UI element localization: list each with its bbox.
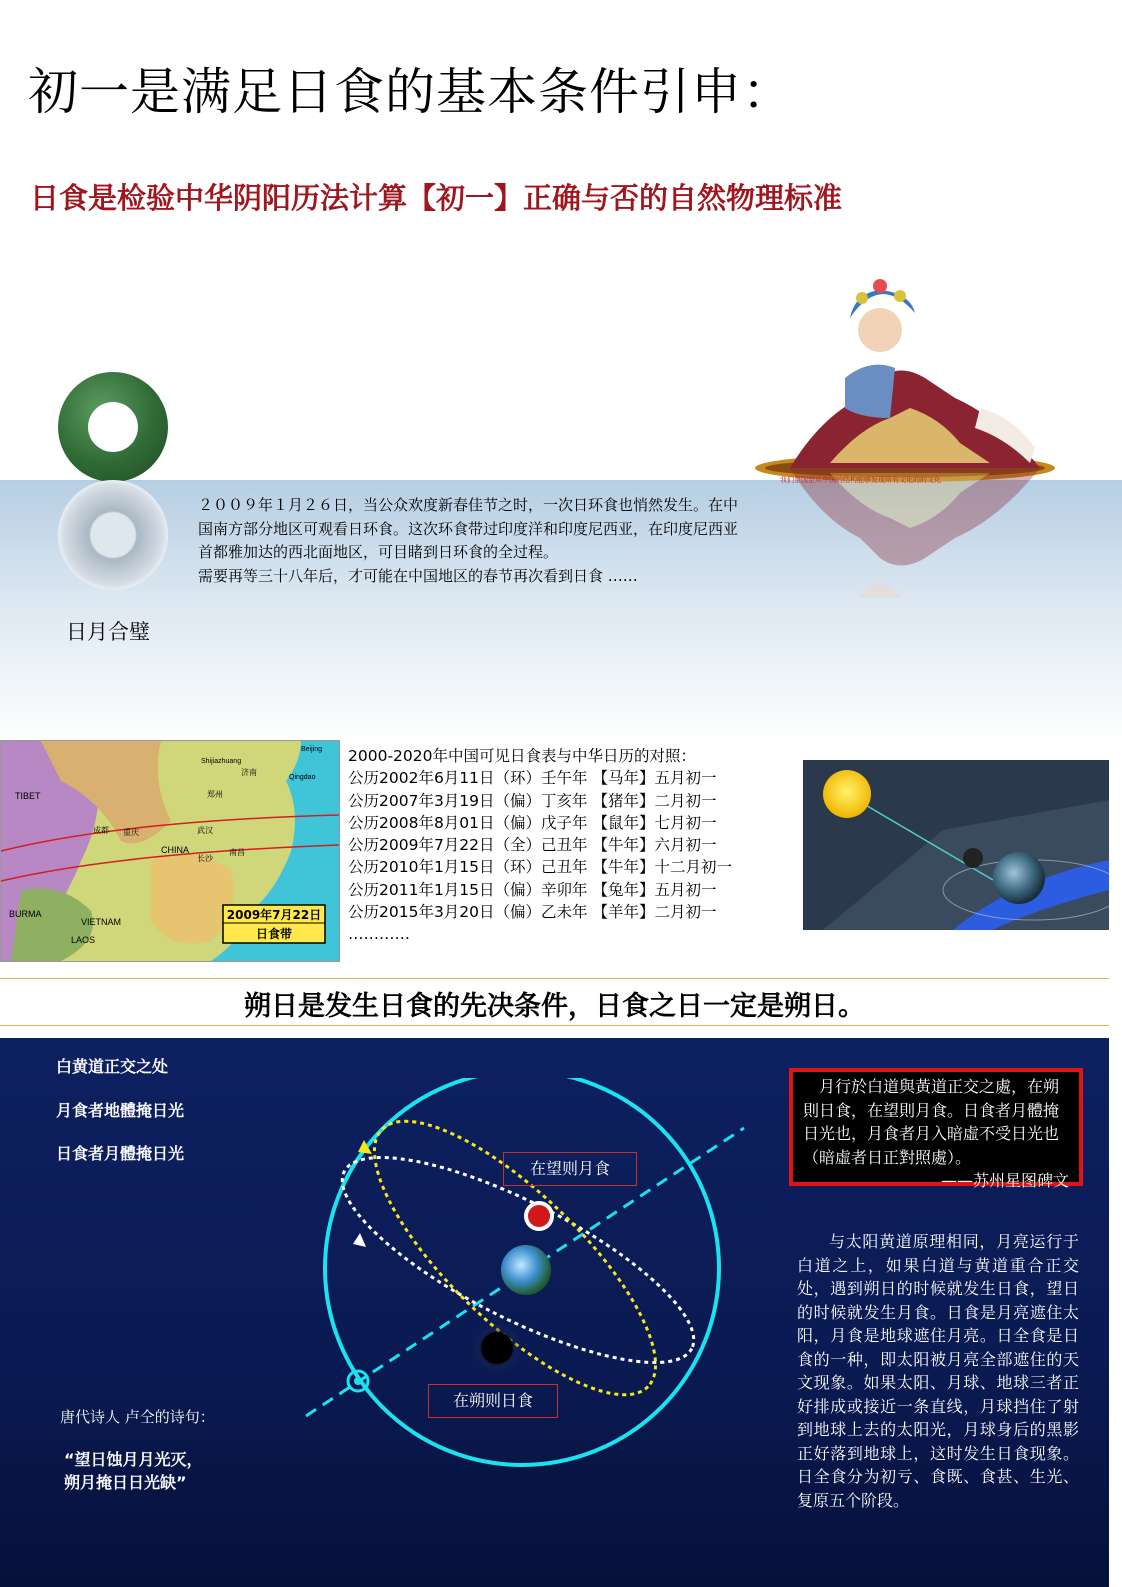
eclipse-table-ellipsis: ………… — [348, 925, 410, 944]
poem — [64, 1448, 203, 1494]
eclipse-row: 公历2007年3月19日（偏）丁亥年 【猪年】二月初一 — [348, 791, 717, 810]
jade-disc-hole — [88, 402, 138, 452]
map-label-laos: LAOS — [71, 935, 96, 945]
orbit-diagram — [300, 1078, 750, 1478]
map-label-shijiazhuang: Shijiazhuang — [201, 758, 242, 765]
intro-paragraph-1: ２００９年１月２６日，当公众欢度新春佳节之时，一次日环食也悄然发生。在中国南方部分地区可观看日环食。这次环食带过印度洋和印度尼西亚，在印度尼西亚首都雅加达的西北面地区，可目睹到日环食的全过程。 — [198, 496, 739, 561]
stele-quote-text: 月行於白道與黃道正交之處，在朔則日食，在望則月食。日食者月體掩日光也，月食者月入暗虛不受日光也（暗虛者日正對照處）。 — [803, 1077, 1060, 1167]
intro-paragraph-2: 需要再等三十八年后，才可能在中国地区的春节再次看到日食 …… — [198, 566, 638, 585]
map-label-tibet: TIBET — [15, 791, 41, 801]
page-subtitle: 日食是检验中华阴阳历法计算【初一】正确与否的自然物理标准 — [30, 181, 843, 215]
map-label-vietnam: VIETNAM — [81, 917, 122, 927]
poem-line-2: 朔月掩日日光缺” — [64, 1473, 187, 1492]
map-label-chongqing: 重庆 — [123, 828, 139, 837]
full-moon-lunar-eclipse-label: 在望则月食 — [503, 1152, 637, 1186]
poem-line-1: “望日蚀月月光灭， — [64, 1450, 203, 1469]
poem-intro: 唐代诗人 卢仝的诗句： — [60, 1408, 215, 1426]
stele-quote-box — [789, 1068, 1083, 1190]
map-legend-label: 日食带 — [255, 927, 293, 941]
map-label-nanchang: 南昌 — [229, 848, 245, 857]
eclipse-path-map — [0, 740, 340, 962]
map-label-china: CHINA — [161, 845, 190, 855]
intro-text — [198, 494, 738, 588]
eclipse-row: 公历2011年1月15日（偏）辛卯年 【兔年】五月初一 — [348, 880, 717, 899]
map-label-jinan: 济南 — [241, 768, 257, 777]
eclipse-row: 公历2015年3月20日（偏）乙未年 【羊年】二月初一 — [348, 903, 717, 922]
opera-performer-image — [750, 268, 1060, 598]
map-label-burma: BURMA — [9, 909, 42, 919]
eclipse-row: 公历2010年1月15日（环）己丑年 【牛年】十二月初一 — [348, 858, 732, 877]
map-label-qingdao: Qingdao — [289, 774, 316, 781]
label-solar-eclipse: 日食者月體掩日光 — [56, 1144, 185, 1163]
eclipse-table-heading: 2000-2020年中国可见日食表与中华日历的对照： — [348, 747, 696, 765]
explanation-text: 与太阳黄道原理相同，月亮运行于白道之上，如果白道与黄道重合正交处，遇到朔日的时候就发生日食，望日的时候就发生月食。日食是月亮遮住太阳，月食是地球遮住月亮。日全食是日食的一种，即太阳被月亮全部遮住的天文现象。如果太阳、月球、地球三者正好排成或接近一条直线，月球挡住了射到地球上去的太阳光，月球身后的黑影正好落到地球上，这时发生日食现象。日全食分为初亏、食既、食甚、生光、复原五个阶段。 — [797, 1232, 1079, 1510]
stele-quote-source: ——苏州星图碑文 — [940, 1171, 1069, 1190]
page-title: 初一是满足日食的基本条件引申： — [28, 63, 793, 121]
eclipse-row: 公历2009年7月22日（全）己丑年 【牛年】六月初一 — [348, 836, 717, 855]
eclipse-row: 公历2008年8月01日（偏）戊子年 【鼠年】七月初一 — [348, 813, 717, 832]
new-moon-solar-eclipse-label: 在朔则日食 — [428, 1384, 558, 1418]
eclipse-table — [348, 745, 798, 946]
sun-moon-earth-image — [803, 760, 1109, 930]
banner-text: 朔日是发生日食的先决条件，日食之日一定是朔日。 — [244, 991, 865, 1022]
opera-caption: 我们是国是从中国的结构能够发现所有文化的的文化 — [780, 476, 941, 484]
map-label-chengdu: 成都 — [93, 826, 109, 835]
jade-label: 日月合璧 — [66, 620, 150, 644]
eclipse-row: 公历2002年6月11日（环）壬午年 【马年】五月初一 — [348, 769, 717, 788]
label-lunar-eclipse: 月食者地體掩日光 — [56, 1101, 185, 1120]
map-label-zhengzhou: 郑州 — [207, 790, 223, 799]
map-label-wuhan: 武汉 — [197, 826, 213, 835]
map-label-changsha: 长沙 — [197, 854, 213, 863]
map-label-beijing: Beijing — [301, 746, 323, 753]
map-legend-date: 2009年7月22日 — [226, 908, 322, 922]
label-intersection: 白黄道正交之处 — [56, 1057, 169, 1076]
jade-disc-reflection — [58, 480, 168, 590]
